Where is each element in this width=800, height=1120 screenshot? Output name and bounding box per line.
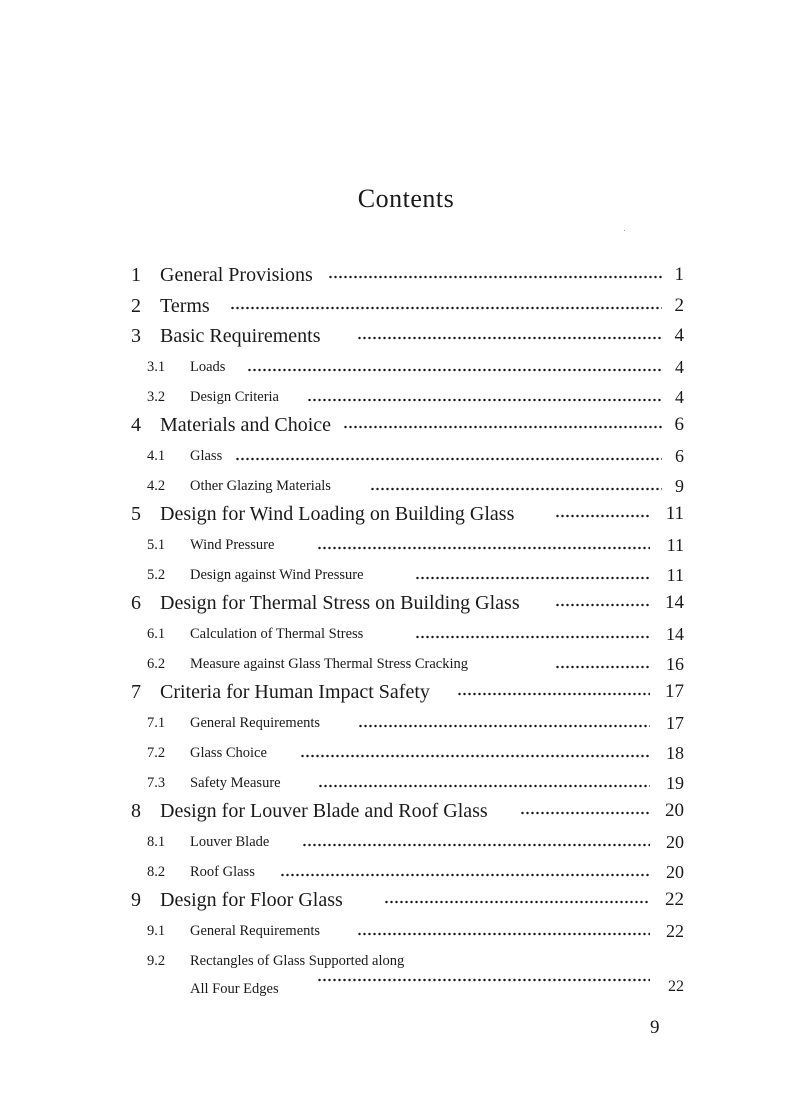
toc-entry-title: Design for Louver Blade and Roof Glass — [160, 800, 488, 822]
toc-entry-number: 7.2 — [147, 745, 166, 761]
toc-entry-title: All Four Edges — [190, 981, 279, 997]
toc-entry-page: 19 — [666, 773, 684, 793]
dot-leader — [328, 275, 662, 279]
toc-entry-page: 20 — [665, 800, 684, 821]
toc-entry-page: 14 — [665, 592, 684, 613]
toc-entry-number: 9 — [131, 889, 141, 911]
toc-entry-title: Rectangles of Glass Supported along — [190, 953, 405, 969]
toc-entry-page: 2 — [674, 295, 684, 316]
toc-entry-title: Roof Glass — [190, 864, 255, 880]
toc-entry — [0, 772, 800, 802]
toc-entry — [0, 742, 800, 772]
toc-entry-number: 2 — [131, 295, 141, 317]
toc-entry-number: 8 — [131, 800, 141, 822]
dot-leader — [415, 576, 650, 580]
toc-entry-title: Calculation of Thermal Stress — [190, 626, 364, 642]
toc-entry-number: 7.1 — [147, 715, 166, 731]
toc-entry-page: 4 — [675, 357, 684, 377]
dot-leader — [235, 457, 662, 461]
toc-entry-title: General Requirements — [190, 923, 321, 939]
toc-entry — [0, 534, 800, 564]
toc-entry-page: 20 — [666, 832, 684, 852]
dot-leader — [300, 754, 650, 758]
toc-entry-number: 4.2 — [147, 478, 166, 494]
toc-entry-title: Measure against Glass Thermal Stress Cracking — [190, 656, 468, 672]
toc-entry-title: Safety Measure — [190, 775, 281, 791]
toc-entry-number: 3.2 — [147, 389, 166, 405]
dot-leader — [317, 546, 650, 550]
toc-entry-page: 17 — [665, 681, 684, 702]
toc-entry — [0, 681, 800, 711]
toc-entry-title: Design Criteria — [190, 389, 279, 405]
toc-entry-number: 9.1 — [147, 923, 166, 939]
toc-entry-number: 6.2 — [147, 656, 166, 672]
toc-entry-page: 4 — [675, 387, 684, 407]
toc-entry-page: 22 — [665, 889, 684, 910]
toc-entry — [0, 950, 800, 980]
dot-leader — [307, 398, 662, 402]
toc-entry-number: 4.1 — [147, 448, 166, 464]
toc-entry-page: 1 — [674, 264, 684, 285]
toc-entry-title: Terms — [160, 295, 210, 317]
toc-entry-number: 3 — [131, 325, 141, 347]
toc-entry-page: 11 — [666, 535, 684, 555]
toc-entry-page: 22 — [668, 978, 684, 995]
toc-entry-title: General Provisions — [160, 264, 313, 286]
toc-entry-number: 8.1 — [147, 834, 166, 850]
toc-entry-title: Design for Floor Glass — [160, 889, 343, 911]
dot-leader — [358, 724, 650, 728]
toc-entry — [0, 325, 800, 355]
toc-entry — [0, 386, 800, 416]
toc-entry-title: Glass Choice — [190, 745, 267, 761]
toc-entry-page: 22 — [666, 921, 684, 941]
toc-entry-title: Design for Thermal Stress on Building Glass — [160, 592, 520, 614]
toc-entry — [0, 503, 800, 533]
toc-entry — [0, 978, 800, 1008]
toc-entry-title: Louver Blade — [190, 834, 270, 850]
toc-entry-title: Design against Wind Pressure — [190, 567, 364, 583]
toc-entry — [0, 889, 800, 919]
dot-leader — [415, 635, 650, 639]
toc-entry — [0, 592, 800, 622]
toc-entry — [0, 712, 800, 742]
page-number: 9 — [650, 1017, 660, 1038]
dot-leader — [457, 692, 650, 696]
toc-entry-page: 9 — [675, 476, 684, 496]
toc-entry-page: 20 — [666, 862, 684, 882]
dot-leader — [318, 784, 650, 788]
toc-entry — [0, 264, 800, 294]
toc-entry-title: Glass — [190, 448, 223, 464]
toc-entry-number: 5.2 — [147, 567, 166, 583]
toc-entry-page: 17 — [666, 713, 684, 733]
toc-entry-number: 6 — [131, 592, 141, 614]
toc-entry-title: Basic Requirements — [160, 325, 321, 347]
dot-leader — [370, 487, 662, 491]
dot-leader — [280, 873, 650, 877]
toc-entry-page: 11 — [665, 503, 684, 524]
dot-leader — [555, 665, 650, 669]
toc-entry — [0, 653, 800, 683]
toc-entry-title: Wind Pressure — [190, 537, 275, 553]
toc-entry-number: 5.1 — [147, 537, 166, 553]
toc-entry-title: Criteria for Human Impact Safety — [160, 681, 430, 703]
toc-entry — [0, 831, 800, 861]
dot-leader — [357, 932, 650, 936]
toc-entry — [0, 414, 800, 444]
dot-leader — [384, 900, 650, 904]
toc-entry-number: 3.1 — [147, 359, 166, 375]
dot-leader — [343, 425, 662, 429]
dot-leader — [247, 368, 662, 372]
toc-entry-page: 14 — [666, 624, 684, 644]
toc-entry-number: 9.2 — [147, 953, 166, 969]
toc-entry — [0, 623, 800, 653]
toc-entry — [0, 861, 800, 891]
toc-entry-page: 6 — [675, 446, 684, 466]
toc-entry-title: Design for Wind Loading on Building Glass — [160, 503, 515, 525]
toc-entry-page: 11 — [666, 565, 684, 585]
toc-entry — [0, 356, 800, 386]
page-title: Contents — [357, 184, 455, 213]
toc-entry-title: Materials and Choice — [160, 414, 332, 436]
toc-entry — [0, 800, 800, 830]
toc-entry-title: Other Glazing Materials — [190, 478, 331, 494]
toc-entry-number: 7 — [131, 681, 141, 703]
toc-entry-page: 6 — [674, 414, 684, 435]
toc-entry — [0, 445, 800, 475]
toc-entry — [0, 920, 800, 950]
toc-entry-title: Loads — [190, 359, 226, 375]
dot-leader — [317, 978, 650, 982]
toc-entry-page: 18 — [666, 743, 684, 763]
dot-leader — [555, 603, 650, 607]
toc-entry — [0, 295, 800, 325]
toc-entry-title: General Requirements — [190, 715, 321, 731]
dot-leader — [520, 811, 650, 815]
toc-entry — [0, 564, 800, 594]
toc-entry-number: 5 — [131, 503, 141, 525]
dot-leader — [230, 306, 662, 310]
dot-leader — [302, 843, 650, 847]
toc-entry-page: 16 — [666, 654, 684, 674]
toc-entry-number: 7.3 — [147, 775, 166, 791]
toc-entry-page: 4 — [674, 325, 684, 346]
toc-entry-number: 4 — [131, 414, 141, 436]
toc-entry-number: 8.2 — [147, 864, 166, 880]
toc-entry — [0, 475, 800, 505]
toc-entry-number: 1 — [131, 264, 141, 286]
dot-leader — [357, 336, 662, 340]
toc-entry-number: 6.1 — [147, 626, 166, 642]
dot-leader — [555, 514, 650, 518]
